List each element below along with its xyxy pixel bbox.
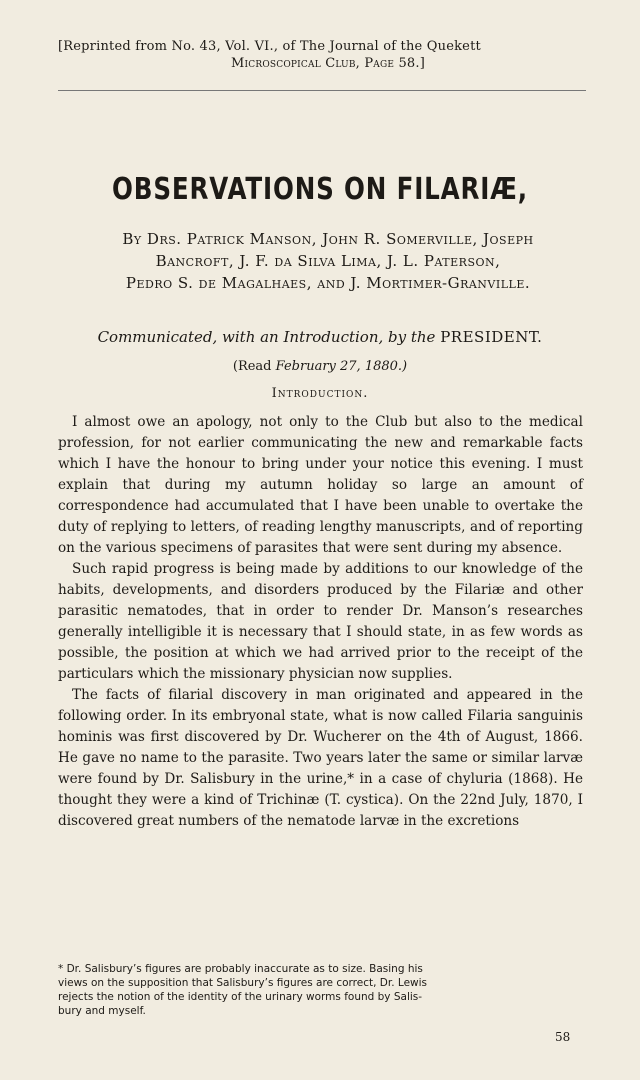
read-date-line [0,359,640,374]
author-line-3: Pedro S. de Magalhaes, and J. Mortimer-Granville. [125,274,531,292]
article-title: OBSERVATIONS ON FILARIÆ, [112,172,528,207]
reprint-line-2: Microscopical Club, Page 58.] [230,56,426,71]
header-rule [58,90,586,91]
body-text [58,412,583,832]
paragraph-2: Such rapid progress is being made by additions to our knowledge of the habits, developments, and disorders produced by the Filariæ and other parasitic nematodes, that in order to render Dr. Manson’s researches generally intelligible it is necessary that I should state, in as few words as possible, the position at which we had arrived prior to the receipt of the particulars which the missionary physician now supplies. [58,561,583,682]
page-number: 58 [555,1030,571,1044]
footnote-line-2: views on the supposition that Salisbury’s figures are correct, Dr. Lewis [58,977,428,989]
footnote-line-1: * Dr. Salisbury’s figures are probably inaccurate as to size. Basing his [58,963,423,975]
author-line-1: By Drs. Patrick Manson, John R. Somerville, Joseph [122,230,534,248]
communicated-text: Communicated, with an Introduction, by the [97,328,436,346]
author-list [58,228,598,294]
author-line-2: Bancroft, J. F. da Silva Lima, J. L. Paterson, [155,252,501,270]
president-label: PRESIDENT. [440,328,543,346]
footnote-line-4: bury and myself. [58,1005,146,1017]
read-date: February 27, 1880.) [275,359,408,374]
footnote [58,962,583,1018]
section-heading: Introduction. [271,386,369,401]
paragraph-1: I almost owe an apology, not only to the Club but also to the medical profession, for not earlier communicating the new and remarkable facts which I have the honour to bring under your notice this evening. I must explain that during my autumn holiday so large an amount of correspondence had accumulated that I have been unable to overtake the duty of replying to letters, of reading lengthy manuscripts, and of reporting on the various specimens of parasites that were sent during my absence. [58,414,583,556]
footnote-line-3: rejects the notion of the identity of the urinary worms found by Salis- [58,991,423,1003]
read-label: (Read [232,359,272,374]
communicated-line [0,328,640,346]
paragraph-3: The facts of filarial discovery in man originated and appeared in the following order. In its embryonal state, what is now called Filaria sanguinis hominis was first discovered by Dr. Wucherer on the 4th of August, 1866. He gave no name to the parasite. Two years later the same or similar larvæ were found by Dr. Salisbury in the urine,* in a case of chyluria (1868). He thought they were a kind of Trichinæ (T. cystica). On the 22nd July, 1870, I discovered great numbers of the nematode larvæ in the excretions [58,687,583,829]
reprint-notice [58,38,598,72]
reprint-line-1: [Reprinted from No. 43, Vol. VI., of The Journal of the Quekett [58,39,481,54]
